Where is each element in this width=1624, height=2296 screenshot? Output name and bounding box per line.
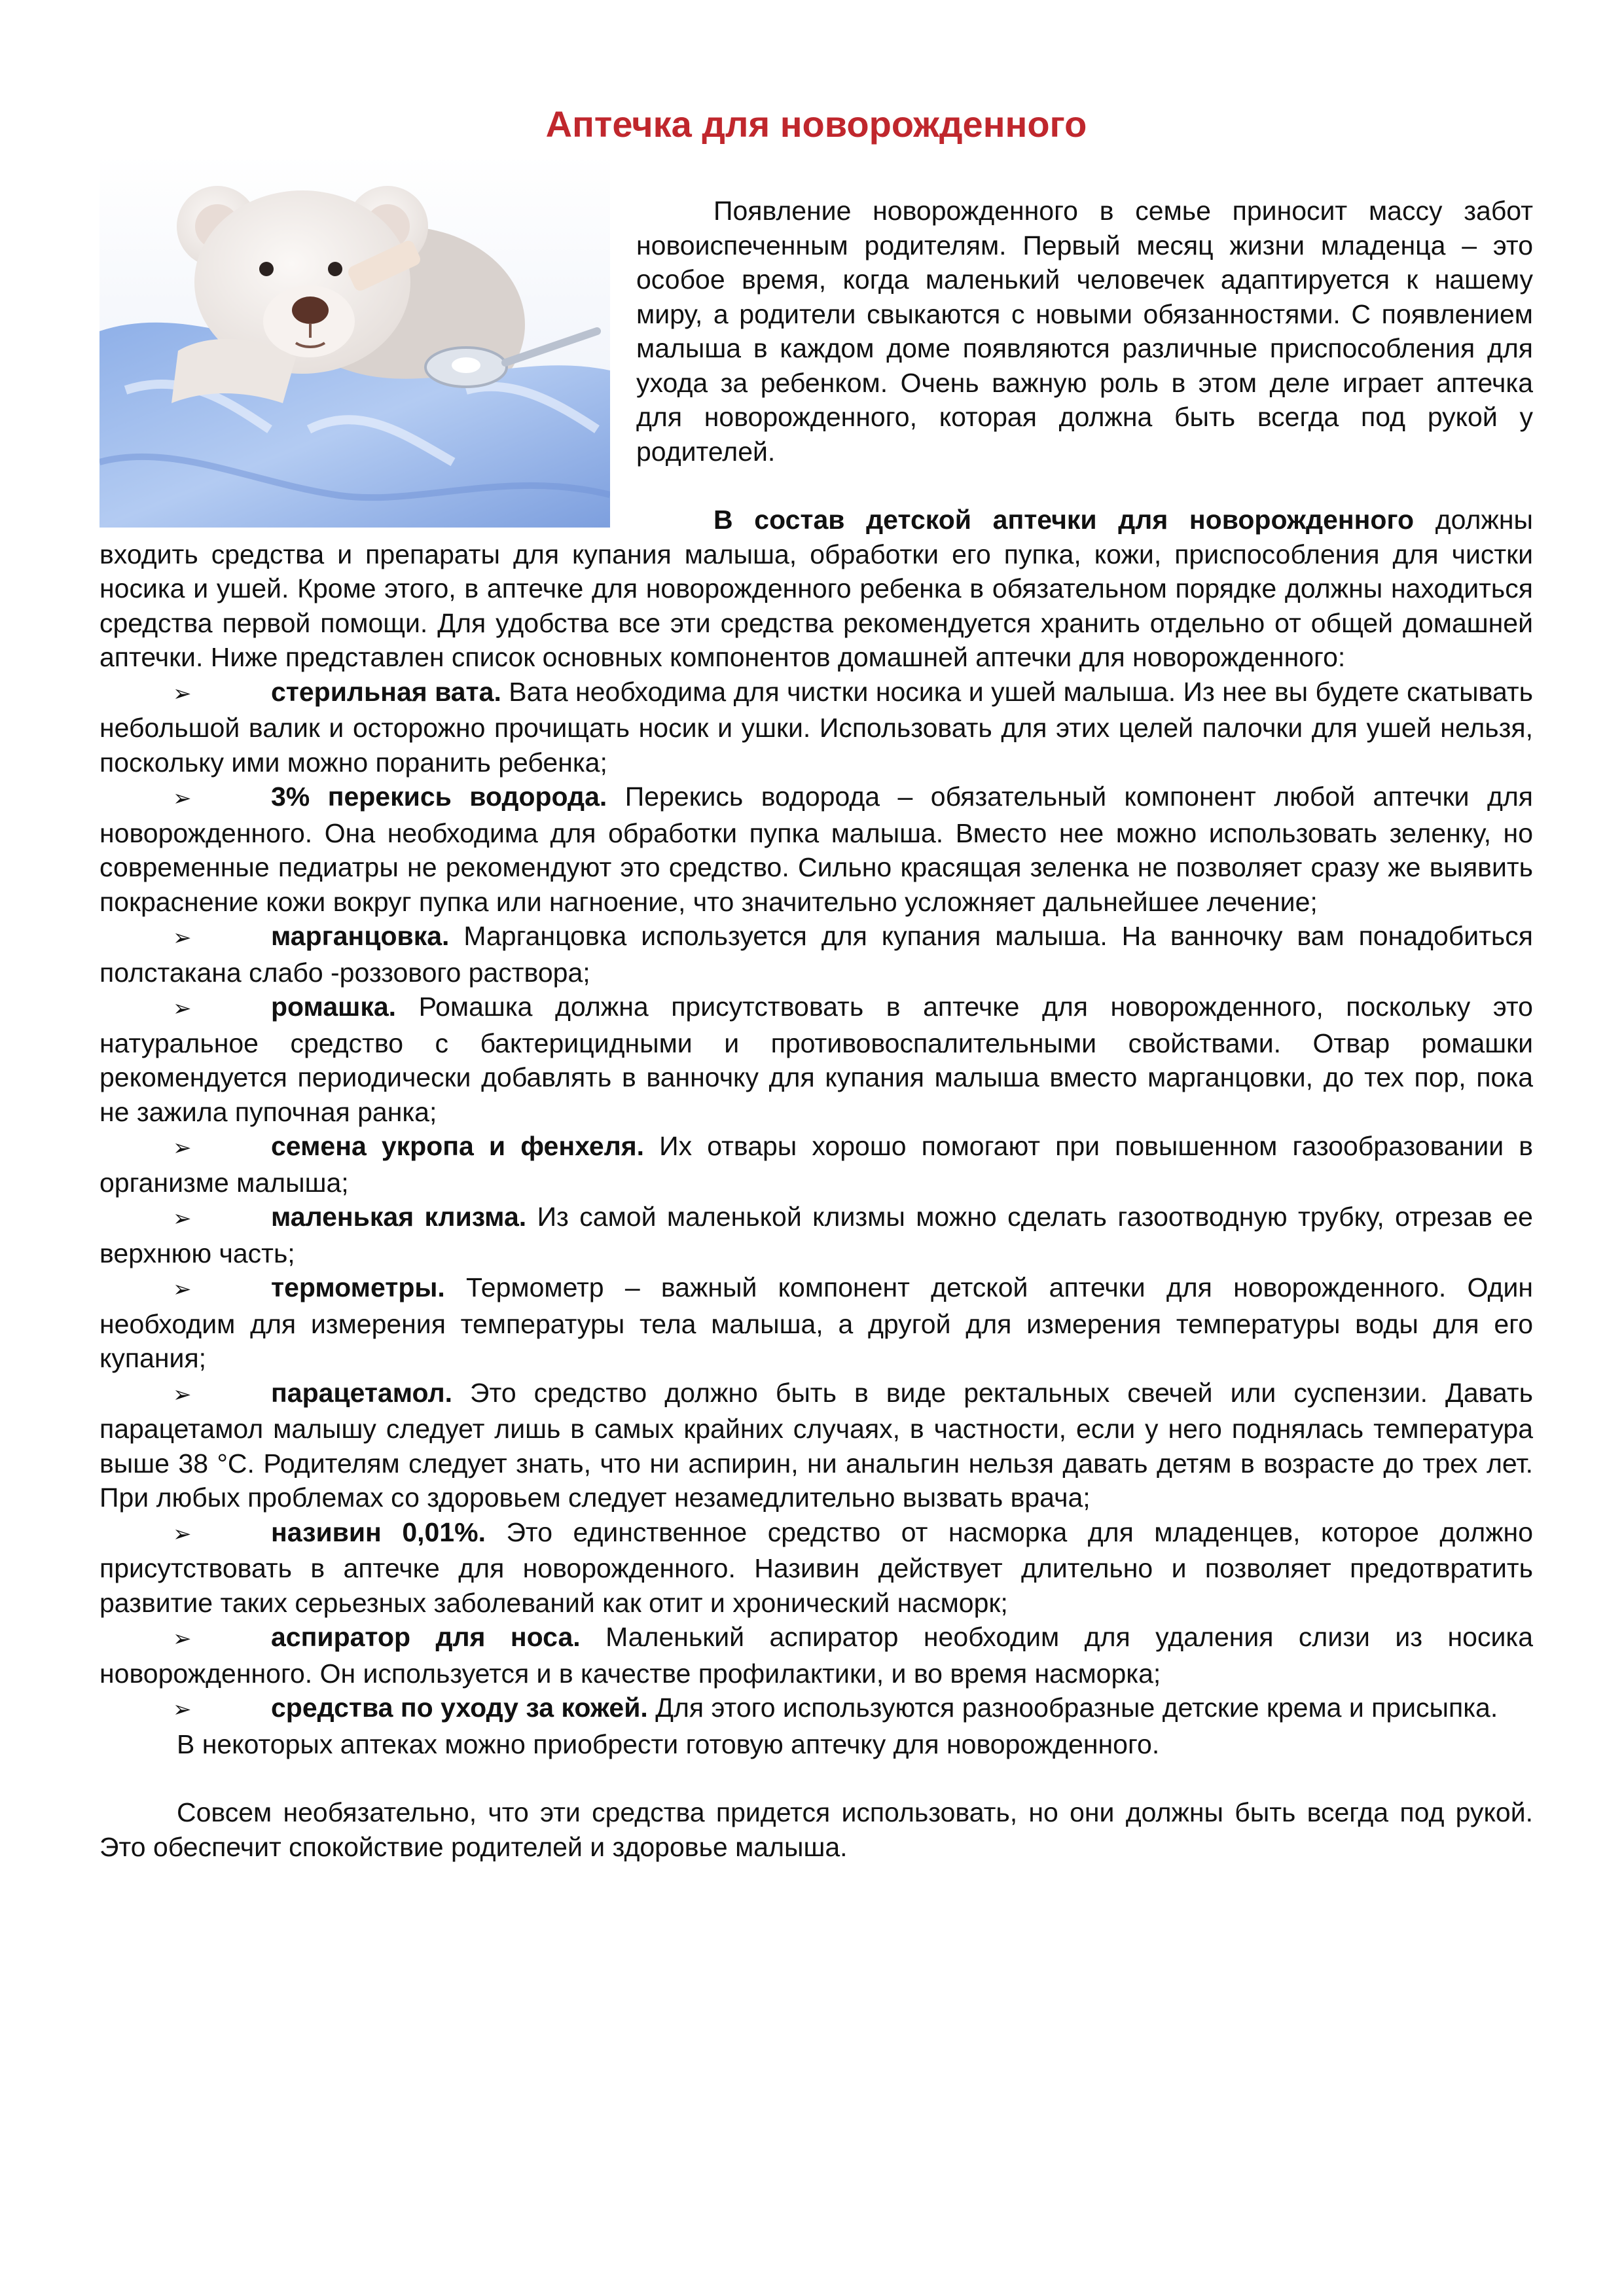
item-text: Термометр – важный компонент детской аптечки для новорожденного. Один необходим для измерения температуры тела малыша, а другой для измерения температуры воды для его купания; (99, 1272, 1533, 1373)
list-item (99, 990, 1533, 1129)
item-text: Из самой маленькой клизмы можно сделать газоотводную трубку, отрезав ее верхнюю часть; (99, 1202, 1533, 1268)
item-term: марганцовка. (271, 921, 450, 951)
closing-paragraph: В некоторых аптеках можно приобрести готовую аптечку для новорожденного. (177, 1729, 1160, 1759)
list-item (99, 1200, 1533, 1270)
arrow-bullet-icon: ➢ (173, 786, 192, 811)
list-item (99, 919, 1533, 990)
arrow-bullet-icon: ➢ (173, 925, 192, 950)
arrow-bullet-icon: ➢ (173, 1521, 192, 1547)
item-term: ромашка. (271, 992, 397, 1022)
composition-paragraph (99, 503, 1533, 675)
item-text: Их отвары хорошо помогают при повышенном газообразовании в организме малыша; (99, 1131, 1534, 1198)
item-term: термометры. (271, 1272, 445, 1302)
list-item (99, 1620, 1533, 1691)
final-paragraph: Совсем необязательно, что эти средства придется использовать, но они должны быть всегда под рукой. Это обеспечит спокойствие родителей и здоровье малыша. (99, 1797, 1533, 1862)
list-item (99, 1691, 1533, 1727)
arrow-bullet-icon: ➢ (173, 1136, 192, 1160)
document-title: Аптечка для новорожденного (545, 103, 1087, 145)
item-term: маленькая клизма. (271, 1202, 527, 1232)
item-term: парацетамол. (271, 1377, 453, 1408)
item-term: 3% перекись водорода. (271, 781, 607, 812)
item-text: Ромашка должна присутствовать в аптечке для новорожденного, поскольку это натуральное средство с бактерицидными и противовоспалительными свойствами. Отвар ромашки рекомендуется периодически добавлять в ванночку для купания малыша вместо марганцовки, до тех пор, пока не зажила пупочная ранка; (99, 992, 1533, 1127)
item-text: Это средство должно быть в виде ректальных свечей или суспензии. Давать парацетамол малышу следует лишь в самых крайних случаях, в частности, если у него поднялась температура выше 38 °С. Родителям следует знать, что ни аспирин, ни анальгин нельзя давать детям в возрасте до трех лет. При любых проблемах со здоровьем следует незамедлительно вызвать врача; (99, 1377, 1533, 1513)
item-term: семена укропа и фенхеля. (271, 1131, 645, 1161)
list-item (99, 1515, 1533, 1621)
item-term: стерильная вата. (271, 676, 501, 707)
item-text: Это единственное средство от насморка для младенцев, которое должно присутствовать в аптечке для новорожденного. Називин действует длительно и позволяет предотвратить развитие таких серьезных заболеваний как отит и хронический насморк; (99, 1516, 1533, 1618)
arrow-bullet-icon: ➢ (173, 1206, 192, 1231)
list-item (99, 1129, 1533, 1200)
list-item (99, 780, 1533, 919)
composition-text: должны входить средства и препараты для купания малыша, обработки его пупка, кожи, приспособления для чистки носика и ушей. Кроме этого, в аптечке для новорожденного ребенка в обязательном порядке должны находиться средства первой помощи. Для удобства все эти средства рекомендуется хранить отдельно от общей домашней аптечки. Ниже представлен список основных компонентов домашней аптечки для новорожденного: (99, 505, 1533, 672)
arrow-bullet-icon: ➢ (173, 1382, 192, 1407)
item-text: Марганцовка используется для купания малыша. На ванночку вам понадобиться полстакана слабо -роззового раствора; (99, 921, 1533, 988)
item-text: Маленький аспиратор необходим для удаления слизи из носика новорожденного. Он используется и в качестве профилактики, и во время насморка; (99, 1622, 1534, 1689)
arrow-bullet-icon: ➢ (173, 996, 192, 1021)
item-term: аспиратор для носа. (271, 1622, 581, 1652)
composition-heading: В состав детской аптечки для новорожденного (713, 505, 1415, 535)
arrow-bullet-icon: ➢ (173, 1626, 192, 1651)
kit-items-list (99, 675, 1533, 1727)
arrow-bullet-icon: ➢ (173, 681, 192, 706)
item-term: називин 0,01%. (271, 1516, 486, 1547)
item-text: Вата необходима для чистки носика и ушей малыша. Из нее вы будете скатывать небольшой валик и осторожно прочищать носик и ушки. Использовать для этих целей палочки для ушей нельзя, поскольку ими можно поранить ребенка; (99, 676, 1533, 778)
teddy-bear-photo (99, 154, 610, 528)
item-term: средства по уходу за кожей. (271, 1693, 648, 1723)
intro-paragraph: Появление новорожденного в семье приносит массу забот новоиспеченным родителям. Первый месяц жизни младенца – это особое время, когда маленький человечек адаптируется к нашему миру, а родители свыкаются с новыми обязанностями. С появлением малыша в каждом доме появляются различные приспособления для ухода за ребенком. Очень важную роль в этом деле играет аптечка для новорожденного, которая должна быть всегда под рукой у родителей. (636, 196, 1533, 467)
list-item (99, 1270, 1533, 1376)
list-item (99, 1376, 1533, 1515)
item-text: Для этого используются разнообразные детские крема и присыпка. (647, 1693, 1498, 1723)
arrow-bullet-icon: ➢ (173, 1277, 192, 1302)
arrow-bullet-icon: ➢ (173, 1697, 192, 1722)
list-item (99, 675, 1533, 780)
item-text: Перекись водорода – обязательный компонент любой аптечки для новорожденного. Она необходима для обработки пупка малыша. Вместо нее можно использовать зеленку, но современные педиатры не рекомендуют это средство. Сильно красящая зеленка не позволяет сразу же выявить покраснение кожи вокруг пупка или нагноение, что значительно усложняет дальнейшее лечение; (99, 781, 1533, 917)
document-page (99, 98, 1533, 1864)
